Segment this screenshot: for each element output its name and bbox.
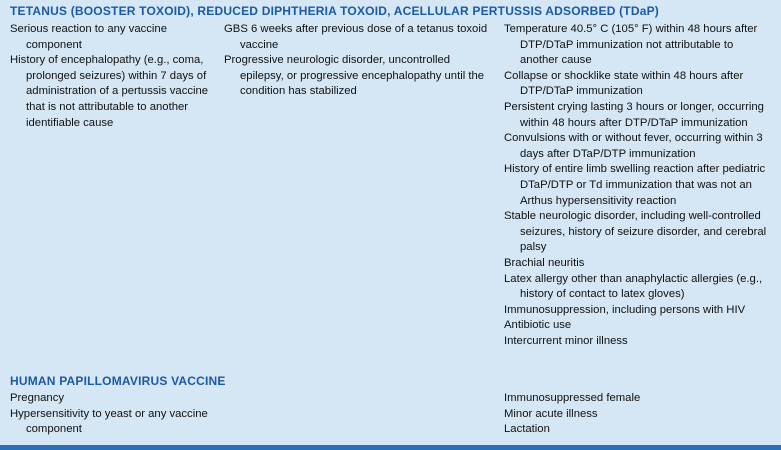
tdap-precautions-column	[224, 22, 494, 100]
list-item: Immunosuppression, including persons with HIV	[504, 303, 746, 316]
tdap-not-contraindications-column	[504, 22, 772, 349]
list-item: Collapse or shocklike state within 48 hours after DTP/DTaP immunization	[504, 69, 744, 98]
tdap-contraindications-column	[10, 22, 220, 131]
list-item: Lactation	[504, 423, 550, 436]
hpv-contraindications-column	[10, 391, 220, 438]
list-item: Antibiotic use	[504, 319, 572, 332]
list-item: Progressive neurologic disorder, uncontrolled epilepsy, or progressive encephalopathy until the condition has stabilized	[224, 54, 485, 98]
list-item: Serious reaction to any vaccine component	[10, 23, 167, 51]
list-item: Convulsions with or without fever, occurring within 3 days after DTaP/DTP immunization	[504, 132, 763, 160]
list-item: Latex allergy other than anaphylactic allergies (e.g., history of contact to latex gloves)	[504, 272, 763, 301]
list-item: Immunosuppressed female	[504, 392, 641, 404]
list-item: Hypersensitivity to yeast or any vaccine component	[10, 407, 208, 436]
list-item: History of entire limb swelling reaction after pediatric DTaP/DTP or Td immunization that was not an Arthus hypersensitivity reaction	[504, 163, 766, 207]
list-item: Minor acute illness	[504, 407, 598, 420]
list-item: GBS 6 weeks after previous dose of a tetanus toxoid vaccine	[224, 23, 488, 51]
list-item: Intercurrent minor illness	[504, 334, 628, 347]
list-item: Temperature 40.5° C (105° F) within 48 hours after DTP/DTaP immunization not attributable to another cause	[504, 23, 758, 67]
tdap-section-title: TETANUS (BOOSTER TOXOID), REDUCED DIPHTHERIA TOXOID, ACELLULAR PERTUSSIS ADSORBED (TDaP)	[10, 4, 659, 18]
bottom-divider	[0, 445, 781, 450]
list-item: Brachial neuritis	[504, 256, 585, 269]
list-item: History of encephalopathy (e.g., coma, prolonged seizures) within 7 days of administration of a pertussis vaccine that is not attributable to another identifiable cause	[10, 54, 209, 129]
list-item: Persistent crying lasting 3 hours or longer, occurring within 48 hours after DTP/DTaP immunization	[504, 100, 764, 129]
list-item: Pregnancy	[10, 392, 65, 404]
list-item: Stable neurologic disorder, including well-controlled seizures, history of seizure disorder, and cerebral palsy	[504, 210, 767, 254]
hpv-not-contraindications-column	[504, 391, 772, 438]
hpv-section-title: HUMAN PAPILLOMAVIRUS VACCINE	[10, 374, 226, 388]
